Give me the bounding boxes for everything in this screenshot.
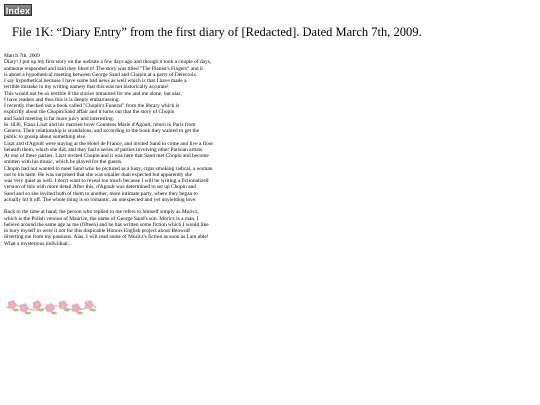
entry-line: diverting me from my passions. Alas, I will read some of Moricz's fiction as soon as I am able! — [4, 234, 209, 241]
flower-center — [88, 304, 91, 307]
entry-line: I have readers and thus this is is deeply embarrassing. — [4, 96, 120, 103]
entry-line: Back to the time at hand, the person who replied to me refers to himself simply as Moricz, — [4, 209, 199, 216]
entry-line: Chopin had not wanted to meet Sand who he pictured as a lusty, cigar smoking radical, a woman — [4, 165, 213, 172]
entry-line: I say hypothetical because I have some bad news as well which is that I have made a — [4, 78, 187, 84]
entry-line: Geneva. Their relationship is scandalous, and according to the book they wanted to get the — [4, 128, 200, 134]
flower-center — [36, 304, 39, 307]
entry-paragraph-1 — [4, 59, 274, 203]
entry-line: and Sand meeting is far more juicy and interesting. — [4, 115, 115, 122]
entry-line: In 1836, Franz Liszt and his married lover Countess Marie d'Agoult, return to Paris from — [4, 121, 196, 128]
entry-line: believe around the same age as me (fifteen) and he has written some fiction which I would like — [4, 221, 209, 228]
entry-line: public to gossip about something else. — [4, 134, 87, 141]
entry-line: smitten with his music, which he played for the guests. — [4, 159, 123, 166]
entry-line: terrible mistake in my writing namely that this was not historically accurate! — [4, 84, 169, 91]
entry-line: What a mysterious individual... — [4, 240, 72, 247]
entry-date: March 7th, 2009 — [4, 53, 40, 59]
entry-line: This would not be so terrible if the stories remained for me and me alone, but alas, — [4, 90, 182, 97]
entry-line: was very quiet as well. I don't want to reveal too much because I will be writing a fictionalized — [4, 178, 209, 184]
entry-line: not to his taste. He was surprised that she was smaller than expected but apparently she — [4, 171, 193, 178]
entry-line: Sand and so she invited both of them to another, more intimate party, where they began to — [4, 190, 198, 197]
entry-line: to bury myself in were it not for this dispicable Honors English project about Beowulf — [4, 228, 190, 234]
entry-line: At one of these parties, Liszt invited Chopin and it was here that Sand met Chopin and become — [4, 153, 209, 159]
index-button[interactable]: Index — [5, 6, 31, 16]
flower-center — [11, 304, 14, 307]
entry-line: beneath them, which she did, and they had a series of parties involving other Parisian artists. — [4, 146, 204, 153]
entry-line: explicitly about the Chopin/Sand affair and it turns out that the story of Chopin — [4, 109, 175, 116]
entry-line: actually hit it off. The whole thing is so romantic, an unexpected and yet unyielding love. — [4, 196, 197, 203]
entry-line: I recently checked out a book called "Chopin's Funeral" from the library which is — [4, 103, 180, 109]
flower-center — [62, 304, 65, 307]
entry-line: someone responded and said they liked it! The story was titled "The Pianist's Fingers" and it — [4, 65, 203, 72]
flower-center — [49, 307, 52, 310]
entry-line: which is the Polish version of Maurice, the name of George Sand's son. Moricz is a man, I — [4, 215, 199, 222]
flower-center — [75, 307, 78, 310]
page-title: File 1K: “Diary Entry” from the first diary of [Redacted]. Dated March 7th, 2009. — [12, 25, 422, 39]
entry-line: Diary! I put up my first story on the website a few days ago and though it took a couple of days, — [4, 59, 212, 66]
diary-entry — [4, 53, 274, 247]
flower-center — [23, 307, 26, 310]
flower-border-decoration — [4, 296, 96, 316]
entry-line: Liszt and d'Agoult were staying at the Hotel de France, and invited Sand to come and live a floor — [4, 140, 214, 147]
entry-line: is about a hypothetical meeting between George Sand and Chopin at a party of Delecroix. — [4, 71, 198, 78]
entry-line: version of this with more detail.After this, d'Agoult was determined to set up Chopin and — [4, 184, 197, 191]
entry-paragraph-2 — [4, 209, 274, 247]
